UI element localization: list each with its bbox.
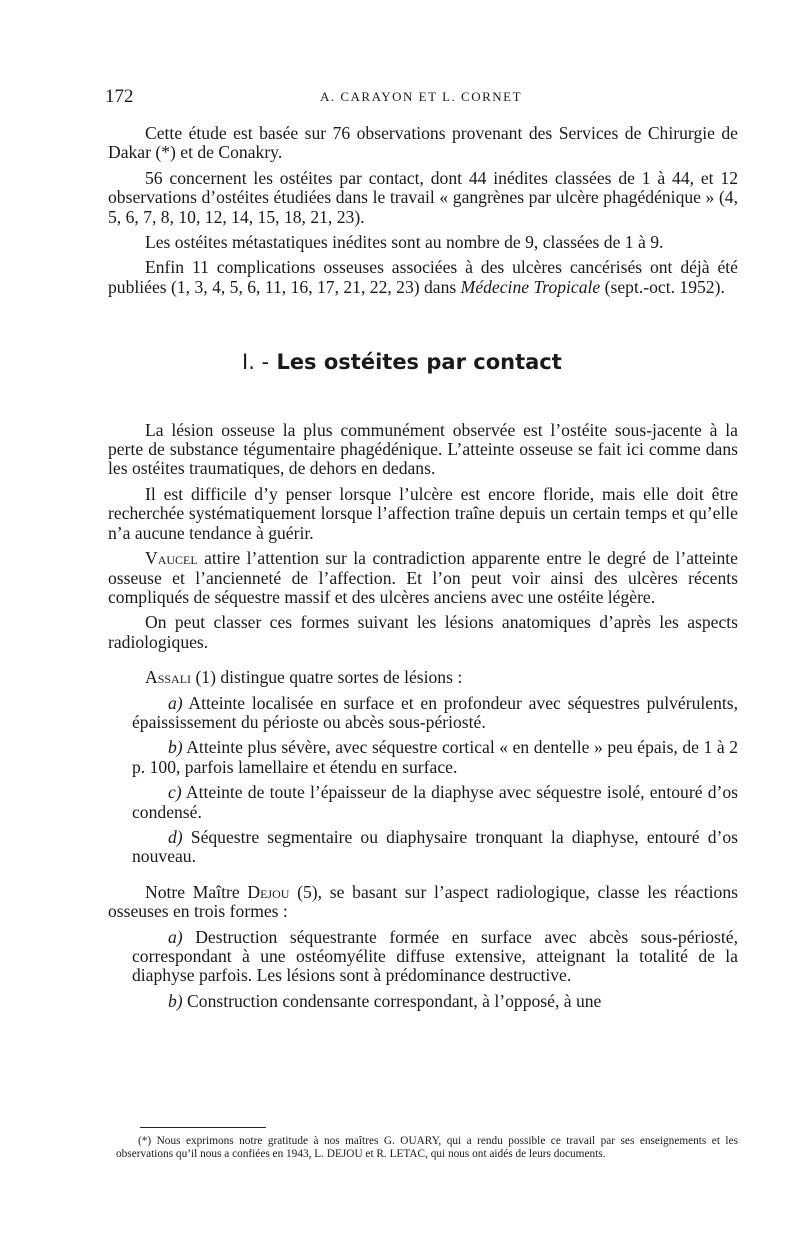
paragraph-4 bbox=[108, 258, 738, 297]
footnote-rule bbox=[140, 1127, 266, 1128]
list-item-text: Atteinte plus sévère, avec séquestre cortical « en dentelle » peu épais, de 1 à 2 p. 100, parfois lamellaire et étendu en surface. bbox=[132, 737, 738, 777]
list-item bbox=[132, 783, 738, 822]
footnote-text: (*) Nous exprimons notre gratitude à nos maîtres G. OUARY, qui a rendu possible ce travail par ses enseignements et les observations qu’il nous a confiées en 1943, L. DEJOU et R. LETAC, qui nous ont aidés de leurs documents. bbox=[116, 1135, 738, 1160]
list-item bbox=[132, 738, 738, 777]
paragraph-2: 56 concernent les ostéites par contact, dont 44 inédites classées de 1 à 44, et 12 observations d’ostéites étudiées dans le travail « gangrènes par ulcère phagédénique » (4, 5, 6, 7, 8, 10, 12, 14, 15, 18, 21, 23). bbox=[108, 167, 738, 227]
section-number: I. - bbox=[242, 350, 270, 375]
paragraph-9 bbox=[108, 668, 738, 687]
list-marker: a) bbox=[168, 926, 183, 947]
paragraph-6: Il est difficile d’y penser lorsque l’ulcère est encore floride, mais elle doit être recherchée systématiquement lorsque l’affection traîne depuis un certain temps et qu’elle n’a aucune tendance à guérir. bbox=[108, 483, 738, 543]
list-item-text: Construction condensante correspondant, à l’opposé, à une bbox=[182, 990, 602, 1011]
paragraph-1: Cette étude est basée sur 76 observations provenant des Services de Chirurgie de Dakar (*) et de Conakry. bbox=[108, 123, 738, 163]
list-item-text: Atteinte localisée en surface et en profondeur avec séquestres pulvérulents, épaississement du périoste ou abcès sous-périosté. bbox=[132, 692, 738, 732]
paragraph-4-end: (sept.-oct. 1952). bbox=[600, 276, 725, 297]
paragraph-10-start: Notre Maître bbox=[145, 881, 248, 902]
list-marker: d) bbox=[168, 826, 183, 847]
paragraph-7-text: attire l’attention sur la contradiction apparente entre le degré de l’atteinte osseuse et l’ancienneté de l’affection. Et l’on peut voir ainsi des ulcères récents compliqués de séquestre massif et des ulcères anciens avec une ostéite légère. bbox=[108, 548, 738, 607]
paragraph-7 bbox=[108, 549, 738, 607]
author-assali: Assali bbox=[145, 667, 192, 688]
list-item bbox=[132, 694, 738, 733]
section-heading bbox=[242, 350, 738, 375]
footnote bbox=[116, 1135, 738, 1160]
paragraph-3: Les ostéites métastatiques inédites sont au nombre de 9, classées de 1 à 9. bbox=[145, 232, 664, 253]
list-item-text: Destruction séquestrante formée en surface avec abcès sous-périosté, correspondant à une ostéomyélite diffuse extensive, atteignant la totalité de la diaphyse parfois. Les lésions sont à prédominance destructive. bbox=[132, 926, 738, 986]
main-text bbox=[108, 124, 738, 1017]
paragraph-5: La lésion osseuse la plus communément observée est l’ostéite sous-jacente à la perte de substance tégumentaire phagédénique. L’atteinte osseuse se fait ici comme dans les ostéites traumatiques, de dehors en dedans. bbox=[108, 419, 738, 479]
paragraph-8: On peut classer ces formes suivant les lésions anatomiques d’après les aspects radiologiques. bbox=[108, 612, 738, 652]
list-item bbox=[132, 992, 738, 1011]
list-item-text: Atteinte de toute l’épaisseur de la diaphyse avec séquestre isolé, entouré d’os condensé. bbox=[132, 782, 738, 822]
section-title: Les ostéites par contact bbox=[276, 350, 562, 375]
list-marker: b) bbox=[168, 990, 183, 1011]
journal-title: Médecine Tropicale bbox=[460, 276, 601, 297]
author-vaucel: Vaucel bbox=[145, 548, 198, 569]
author-dejou: Dejou bbox=[247, 881, 290, 902]
paragraph-9-text: (1) distingue quatre sortes de lésions : bbox=[191, 667, 463, 688]
list-marker: b) bbox=[168, 737, 183, 758]
paragraph-10-text: (5), se basant sur l’aspect radiologique, classe les réactions osseuses en trois formes : bbox=[108, 881, 738, 922]
page-number: 172 bbox=[105, 86, 134, 107]
running-head: A. CARAYON ET L. CORNET bbox=[319, 89, 523, 104]
list-marker: c) bbox=[168, 782, 182, 803]
list-item bbox=[132, 828, 738, 867]
paragraph-10 bbox=[108, 883, 738, 922]
list-item bbox=[132, 928, 738, 986]
list-item-text: Séquestre segmentaire ou diaphysaire tronquant la diaphyse, entouré d’os nouveau. bbox=[132, 826, 738, 867]
paragraph-4-text: Enfin 11 complications osseuses associées à des ulcères cancérisés ont déjà été publiées (1, 3, 4, 5, 6, 11, 16, 17, 21, 22, 23) dans bbox=[108, 257, 738, 297]
list-marker: a) bbox=[168, 692, 183, 713]
page-header bbox=[105, 86, 737, 110]
